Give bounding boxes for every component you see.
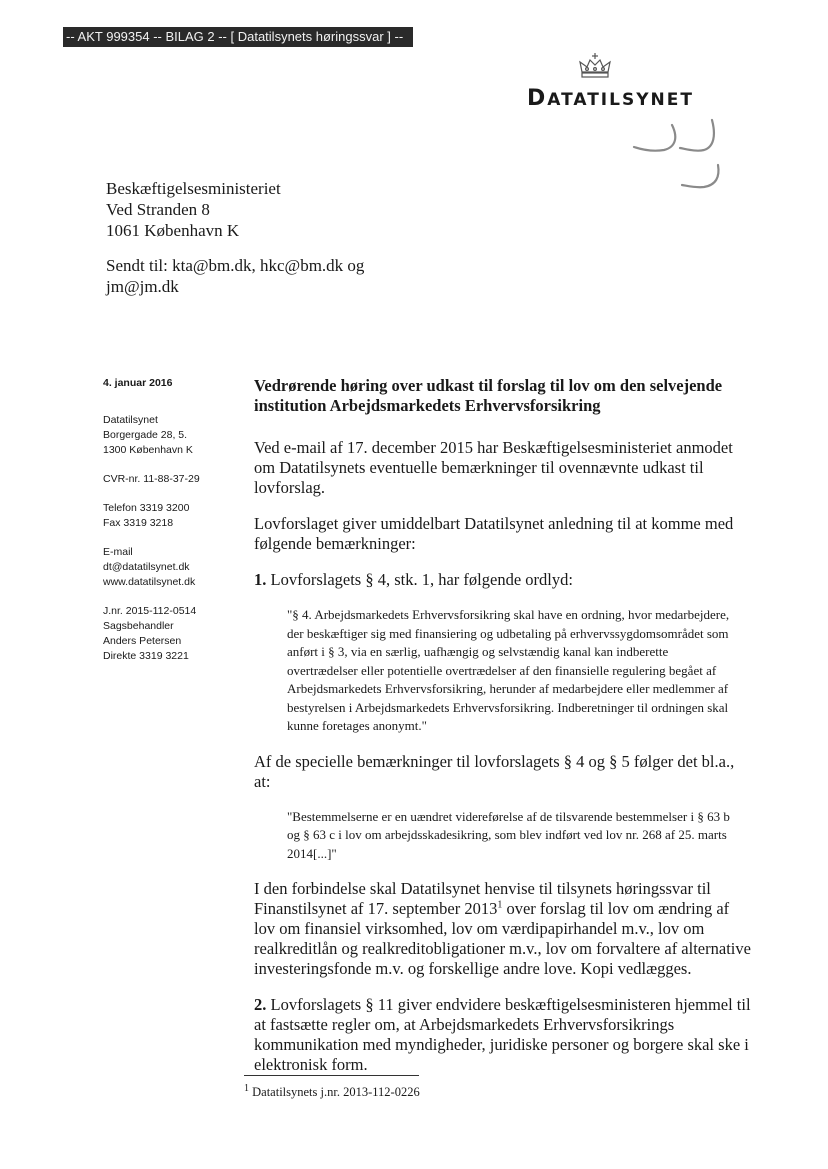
footnote-text: Datatilsynets j.nr. 2013-112-0226 [249, 1085, 420, 1099]
footnote [244, 1084, 420, 1100]
recipient-line: Beskæftigelsesministeriet [106, 179, 281, 198]
footnote-mark: 1 [244, 1082, 249, 1094]
section-number: 2. [254, 995, 267, 1014]
paragraph: Lovforslaget giver umiddelbart Datatilsynet anledning til at komme med følgende bemærkninger: [254, 514, 734, 553]
fax-line: Fax 3319 3218 [103, 517, 174, 529]
sent-to-line: jm@jm.dk [106, 277, 179, 296]
phone-block [103, 501, 253, 531]
letter-body [254, 376, 754, 1091]
law-quote: "§ 4. Arbejdsmarkedets Erhvervsforsikring skal have en ordning, hvor medarbejdere, der beskæftiger sig med finansiering og udbetaling på erhvervssygdomsområdet som anført i § 3, via en særlig, uafhængig og selvstændig kanal kan indberette overtrædelser eller potentielle overtrædelser af den finansielle regulering begået af Arbejdsmarkedets Erhvervsforsikring, herunder af medarbejdere eller medlemmer af bestyrelsen i Arbejdsmarkedets Erhvervsforsikring. Indberetninger til ordningen skal kunne foretages anonymt." [287, 607, 730, 733]
paragraph: Af de specielle bemærkninger til lovforslagets § 4 og § 5 følger det bl.a., at: [254, 751, 735, 791]
footnote-rule [244, 1075, 419, 1076]
case-block [103, 604, 253, 664]
archive-stamp: -- AKT 999354 -- BILAG 2 -- [ Datatilsynets høringssvar ] -- [63, 27, 413, 47]
paragraph [254, 879, 754, 979]
remarks-quote: "Bestemmelserne er en uændret videreførelse af de tilsvarende bestemmelser i § 63 b og § 63 c i lov om arbejdsskadesikring, som blev indført ved lov nr. 268 af 25. marts 2014[...]" [287, 808, 730, 861]
crown-icon [578, 52, 612, 82]
logo-rest: ATATILSYNET [547, 90, 694, 110]
letter-date: 4. januar 2016 [103, 377, 173, 389]
recipient-line: Ved Stranden 8 [106, 200, 210, 219]
paragraph: Ved e-mail af 17. december 2015 har Beskæftigelsesministeriet anmodet om Datatilsynets eventuelle bemærkninger til ovennævnte udkast til lovforslag. [254, 438, 733, 497]
sent-to-line: Sendt til: kta@bm.dk, hkc@bm.dk og [106, 256, 365, 275]
paragraph-text: over forslag til lov om ændring af lov om finansiel virksomhed, lov om værdipapirhandel m.v., lov om realkreditlån og realkreditobligationer m.v., lov om forvaltere af alternative investeringsfonde m.v. og forskellige andre love. Kopi vedlægges. [254, 899, 751, 978]
sender-line: Datatilsynet [103, 414, 158, 426]
section-text: Lovforslagets § 11 giver endvidere beskæftigelsesministeren hjemmel til at fastsætte regler om, at Arbejdsmarkedets Erhvervsforsikrings kommunikation med myndigheder, juridiske personer og borgere skal ske i elektronisk form. [254, 995, 751, 1074]
sent-to [106, 255, 364, 297]
email-address: dt@datatilsynet.dk [103, 561, 190, 573]
case-handler-label: Sagsbehandler [103, 620, 174, 632]
cvr-number: CVR-nr. 11-88-37-29 [103, 473, 200, 485]
email-label: E-mail [103, 546, 133, 558]
contact-block [103, 545, 253, 590]
website: www.datatilsynet.dk [103, 576, 196, 588]
phone-line: Telefon 3319 3200 [103, 502, 190, 514]
sender-address [103, 413, 253, 458]
recipient-address [106, 178, 281, 241]
recipient-line: 1061 København K [106, 221, 240, 240]
section-number: 1. [254, 570, 267, 589]
section-2-paragraph [254, 995, 754, 1075]
paragraph-text: I den forbindelse skal Datatilsynet henvise til tilsynets høringssvar til Finanstilsynet af 17. september 2013 [254, 879, 711, 918]
sender-line: Borgergade 28, 5. [103, 429, 188, 441]
section-1-heading [254, 570, 754, 590]
sender-sidebar [103, 376, 253, 678]
letter-subject: Vedrørende høring over udkast til forslag til lov om den selvejende institution Arbejdsmarkedets Erhvervsforsikring [254, 376, 723, 415]
case-number: J.nr. 2015-112-0514 [103, 605, 197, 617]
footnote-ref: 1 [497, 899, 503, 911]
handwritten-marks [620, 115, 730, 195]
direct-phone: Direkte 3319 3221 [103, 650, 189, 662]
case-handler-name: Anders Petersen [103, 635, 182, 647]
sender-line: 1300 København K [103, 444, 193, 456]
logo-initial: D [527, 86, 548, 111]
section-text: Lovforslagets § 4, stk. 1, har følgende ordlyd: [266, 570, 573, 589]
logo-wordmark [527, 86, 757, 111]
